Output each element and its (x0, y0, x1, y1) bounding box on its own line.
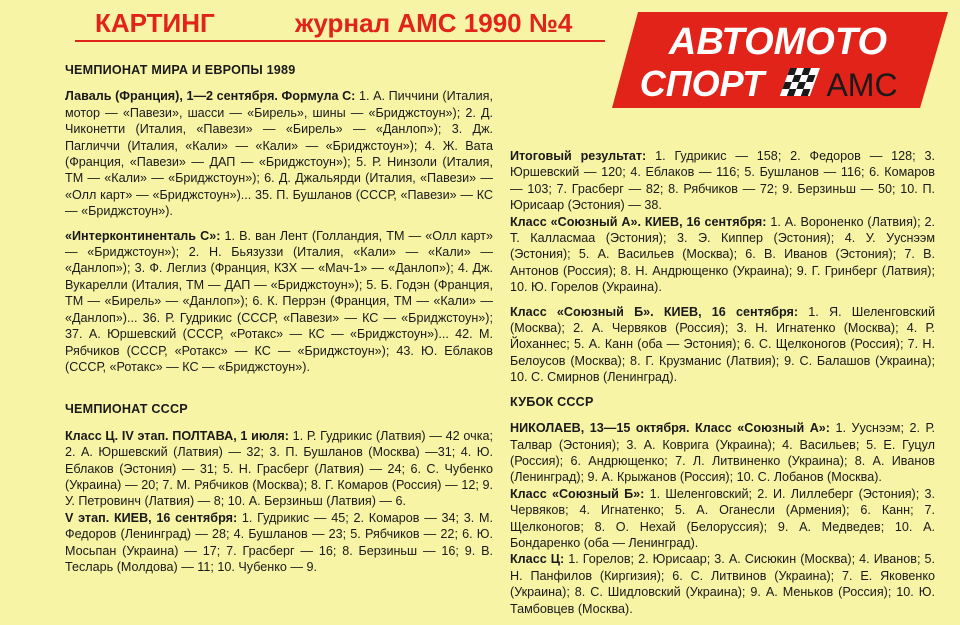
section-label: КАРТИНГ (95, 8, 215, 38)
result-paragraph: Итоговый результат: 1. Гудрикис — 158; 2. Федоров — 128; 3. Юршевский — 120; 4. Еблаков — 116; 5. Бушланов — 116; 6. Комаров — 103; 7. Грасберг — 82; 8. Рябчиков — 72; 9. Берзиньш — 50; 10. П. Юрисаар (Эстония) — 38. (510, 149, 935, 213)
result-paragraph: Лаваль (Франция), 1—2 сентября. Формула С: 1. А. Пиччини (Италия, мотор — «Павези», шасси — «Бирель», шины — «Бриджстоун»); 2. Д. Чиконетти (Италия, «Павези» — «Бирель» — «Данлоп»); 3. Дж. Пагличчи (Италия, «Кали» — «Кали» — «Бриджстоун»); 4. Ж. Вата (Франция, «Павези» — ДАП — «Бриджстоун»); 5. Р. Нинзоли (Италия, ТМ — «Кали» — «Бриджстоун»); 6. Д. Джальярди (Италия, «Павези» — «Олл карт» — «Бриджстоун»)... 35. П. Бушланов (СССР, «Павези» — КС — «Бриджстоун»). (65, 89, 493, 219)
logo-line2: СПОРТ (639, 63, 765, 104)
result-paragraph: «Интерконтиненталь С»: 1. В. ван Лент (Голландия, ТМ — «Олл карт» — «Бриджстоун»); 2. Н. Бьязуззи (Италия, «Кали» — «Кали» — «Данлоп»); 3. Ф. Леглиз (Франция, КЗХ — «Мач-1» — «Данлоп»); 4. Дж. Вукарелли (Италия, ТМ — ДАП — «Бриджстоун»); 5. Б. Годэн (Франция, ТМ — «Бирель» — «Данлоп»); 6. К. Перрэн (Франция, ТМ — «Кали» — «Данлоп»)... 36. Р. Гудрикис (СССР, «Павези» — КС — «Бриджстоун»); 37. А. Юршевский (СССР, «Ротакс» — КС — «Бриджстоун»)... 42. М. Рябчиков (СССР, «Ротакс» — КС — «Бриджстоун»); 43. Ю. Еблаков (СССР, «Ротакс» — КС — «Бриджстоун»). (65, 228, 494, 374)
issue-label: журнал АМС 1990 №4 (295, 8, 573, 38)
logo-brand: АМС (826, 67, 898, 103)
logo-line1: АВТОМОТО (668, 21, 888, 63)
left-column (65, 58, 493, 583)
result-paragraph: Класс «Союзный Б»: 1. Шеленговский; 2. И. Лиллеберг (Эстония); 3. Червяков; 4. Игнатенко; 5. А. Оганесли (Армения); 6. Канн; 7. Щелконогов; 8. О. Нехай (Белоруссия); 9. А. Медведев; 10. А. Бондаренко (оба — Ленинград). (510, 486, 935, 550)
section-title-world-europe: ЧЕМПИОНАТ МИРА И ЕВРОПЫ 1989 (65, 63, 296, 77)
result-paragraph: Класс «Союзный Б». КИЕВ, 16 сентября: 1. Я. Шеленговский (Москва); 2. А. Червяков (Россия); 3. Н. Игнатенко (Москва); 4. Р. Йоханнес; 5. А. Канн (оба — Эстония); 6. С. Щелконогов (Россия); 7. Н. Белоусов (Москва); 8. Г. Крузманис (Латвия); 9. С. Балашов (Украина); 10. С. Смирнов (Ленинград). (510, 304, 935, 385)
section-title-ussr: ЧЕМПИОНАТ СССР (65, 402, 188, 417)
magazine-logo (610, 10, 950, 110)
result-paragraph: V этап. КИЕВ, 16 сентября: 1. Гудрикис — 45; 2. Комаров — 34; 3. М. Федоров (Ленинград) — 28; 4. Бушланов — 23; 5. Рябчиков — 22; 6. Ю. Мосьпан (Украина) — 17; 7. Грасберг — 16; 8. Берзиньш — 16; 9. В. Тесларь (Молдова) — 11; 10. Чубенко — 9. (65, 510, 493, 574)
section-title-cup: КУБОК СССР (510, 394, 594, 409)
page-header (75, 8, 615, 38)
right-column (510, 148, 935, 625)
result-paragraph: НИКОЛАЕВ, 13—15 октября. Класс «Союзный А»: 1. Ууснээм; 2. Р. Талвар (Эстония); 3. А. Коврига (Украина); 4. Васильев; 5. Е. Гуцул (Россия); 6. Андрющенко; 7. Л. Литвиненко (Украина); 8. А. Иванов (Ленинград); 9. А. Крыжанов (Россия); 10. С. Лобанов (Москва). (510, 421, 935, 485)
result-paragraph: Класс Ц. IV этап. ПОЛТАВА, 1 июля: 1. Р. Гудрикис (Латвия) — 42 очка; 2. А. Юршевский (Латвия) — 32; 3. П. Бушланов (Москва) —31; 4. Ю. Еблаков (Эстония) — 31; 5. Н. Грасберг (Латвия) — 24; 6. С. Чубенко (Украина) — 20; 7. М. Рябчиков (Москва); 8. Г. Комаров (Россия) — 12; 9. У. Петровинч (Латвия) — 8; 10. А. Берзиньш (Латвия) — 6. (65, 428, 493, 509)
header-divider (75, 40, 605, 42)
result-paragraph: Класс Ц: 1. Горелов; 2. Юрисаар; 3. А. Сисюкин (Москва); 4. Иванов; 5. Н. Панфилов (Киргизия); 6. С. Литвинов (Украина); 7. Е. Яковенко (Украина); 8. С. Шидловский (Украина); 9. А. Меньков (Россия); 10. Ю. Тамбовцев (Москва). (510, 552, 936, 616)
result-paragraph: Класс «Союзный А». КИЕВ, 16 сентября: 1. А. Вороненко (Латвия); 2. Т. Калласмаа (Эстония); 3. Э. Киппер (Эстония); 4. У. Ууснээм (Эстония); 5. А. Васильев (Москва); 6. В. Иванов (Эстония); 7. В. Антонов (Россия); 8. Н. Андрющенко (Украина); 9. Г. Гринберг (Латвия); 10. Ю. Горелов (Украина). (510, 214, 935, 295)
